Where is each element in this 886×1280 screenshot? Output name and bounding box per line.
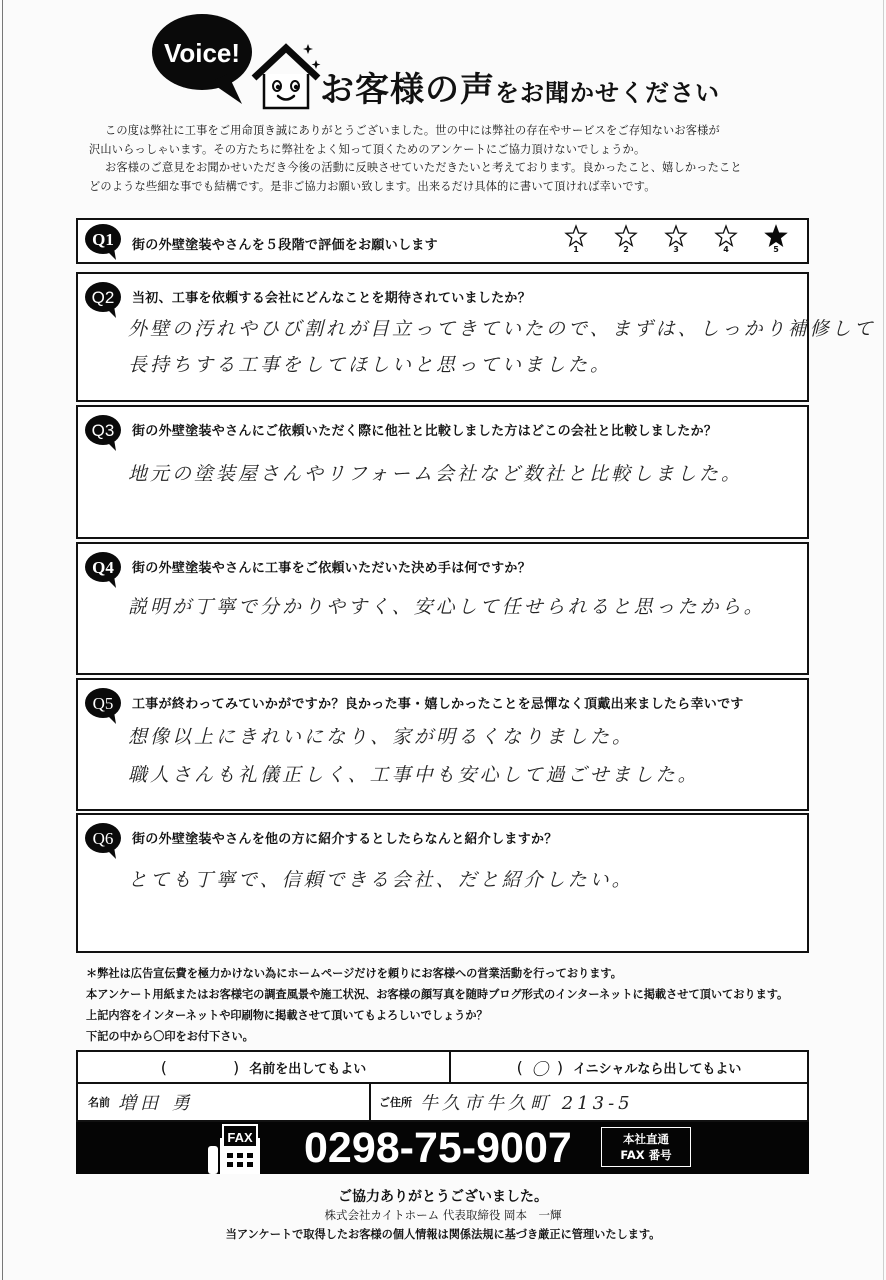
intro-line: どのような些細な事でも結構です。是非ご協力お願い致します。出来るだけ具体的に書いて頂ければ幸いです。 [89, 179, 656, 193]
q-speech-badge-icon [84, 413, 124, 447]
intro-line: お客様のご意見をお聞かせいただき今後の活動に反映させていただきたいと考えております。良かったこと、嬉しかったこと [105, 161, 742, 174]
name-field[interactable] [78, 1084, 371, 1120]
option-initial-mark[interactable]: 〇 [531, 1059, 549, 1080]
voice-speech-bubble-icon [150, 12, 262, 102]
q-speech-badge-icon [84, 222, 124, 256]
q-speech-badge-icon [84, 550, 124, 584]
address-field[interactable] [371, 1084, 807, 1120]
question-text: 街の外壁塗装やさんに工事をご依頼いただいた決め手は何ですか？ [132, 561, 531, 576]
option-full-name[interactable]: ( ) 名前を出してもよい [78, 1052, 451, 1082]
rating-stars [563, 224, 789, 254]
rating-star-3[interactable]: 3 [663, 224, 689, 254]
intro-line: 沢山いらっしゃいます。その方たちに弊社をよく知って頂くためのアンケートにご協力頂けないでしょうか。 [89, 142, 646, 156]
question-text: 街の外壁塗装やさんを５段階で評価をお願いします [132, 238, 438, 253]
thank-you-message: ご協力ありがとうございました。 [338, 1189, 548, 1205]
fax-number[interactable]: 0298-75-9007 [304, 1124, 572, 1172]
name-label: 名前 [88, 1096, 110, 1109]
answer-text[interactable]: とても丁寧で、信頼できる会社、だと紹介したい。 [128, 869, 634, 891]
notice-line: 上記内容をインターネットや印刷物に掲載させて頂いてもよろしいでしょうか？ [86, 1009, 488, 1022]
consent-table [76, 1050, 809, 1122]
answer-text[interactable]: 職人さんも礼儀正しく、工事中も安心して過ごせました。 [128, 764, 700, 786]
company-signature: 株式会社カイトホーム 代表取締役 岡本 一輝 [324, 1208, 562, 1222]
question-3-box [76, 405, 809, 539]
option-initials[interactable]: ( 〇 ) イニシャルなら出してもよい [451, 1052, 807, 1082]
svg-text:Q6: Q6 [92, 829, 114, 848]
notice-line: ＊弊社は広告宣伝費を極力かけない為にホームページだけを頼りにお客様への営業活動を行っております。 [86, 967, 622, 980]
privacy-statement: 当アンケートで取得したお客様の個人情報は関係法規に基づき厳正に管理いたします。 [225, 1228, 661, 1241]
q-speech-badge-icon [84, 280, 124, 314]
question-text: 街の外壁塗装やさんにご依頼いただく際に他社と比較しました方はどこの会社と比較しましたか？ [132, 424, 718, 439]
notice-line: 下記の中から〇印をお付下さい。 [86, 1030, 254, 1043]
q-speech-badge-icon [84, 686, 124, 720]
voice-badge-text: Voice! [163, 38, 241, 68]
option-name-label: 名前を出してもよい [249, 1061, 367, 1077]
q-speech-badge-icon [84, 821, 124, 855]
question-4-box [76, 542, 809, 675]
answer-text[interactable]: 地元の塗装屋さんやリフォーム会社など数社と比較しました。 [128, 463, 744, 485]
question-text: 当初、工事を依頼する会社にどんなことを期待されていましたか？ [132, 291, 532, 306]
smiling-house-icon [250, 42, 322, 112]
question-5-box [76, 678, 809, 811]
title-main: お客様の声 [320, 70, 495, 110]
question-1-box [76, 218, 809, 264]
fax-machine-icon [204, 1124, 264, 1174]
page-title [320, 62, 720, 111]
intro-paragraph [89, 122, 795, 196]
svg-text:Q1: Q1 [92, 230, 114, 249]
svg-text:Q5: Q5 [92, 694, 114, 713]
fax-label-box: 本社直通 FAX 番号 [601, 1127, 691, 1167]
page-border-left [2, 0, 3, 1280]
answer-text[interactable]: 想像以上にきれいになり、家が明るくなりました。 [128, 726, 635, 748]
svg-text:Q4: Q4 [92, 558, 114, 577]
svg-text:Q2: Q2 [91, 288, 115, 307]
svg-text:FAX: FAX [227, 1130, 253, 1145]
svg-text:Q3: Q3 [91, 421, 115, 440]
intro-line: この度は弊社に工事をご用命頂き誠にありがとうございました。世の中には弊社の存在やサービスをご存知ないお客様が [105, 124, 720, 137]
question-6-box [76, 813, 809, 953]
publication-notice [86, 963, 788, 1047]
option-initial-label: イニシャルなら出してもよい [573, 1061, 742, 1077]
consent-options-row [78, 1052, 807, 1084]
address-value[interactable]: 牛久市牛久町 213-5 [420, 1093, 634, 1114]
name-value[interactable]: 増田 勇 [118, 1093, 194, 1114]
rating-star-5-selected[interactable]: 5 [763, 224, 789, 254]
rating-star-2[interactable]: 2 [613, 224, 639, 254]
answer-text[interactable]: 説明が丁寧で分かりやすく、安心して任せられると思ったから。 [128, 596, 766, 618]
rating-star-4[interactable]: 4 [713, 224, 739, 254]
answer-text[interactable]: 外壁の汚れやひび割れが目立ってきていたので、まずは、しっかり補修して [128, 318, 876, 340]
survey-header [150, 12, 750, 112]
rating-star-1[interactable]: 1 [563, 224, 589, 254]
question-2-box [76, 272, 876, 402]
question-text: 街の外壁塗装やさんを他の方に紹介するとしたらなんと紹介しますか？ [132, 832, 558, 847]
question-text: 工事が終わってみていかがですか？良かった事・嬉しかったことを忌憚なく頂戴出来ましたら幸いです [132, 697, 744, 712]
address-label: ご住所 [379, 1096, 412, 1109]
title-sub: をお聞かせください [495, 79, 720, 107]
customer-info-row [78, 1084, 807, 1120]
page-border-right [883, 0, 884, 1280]
notice-line: 本アンケート用紙またはお客様宅の調査風景や施工状況、お客様の顔写真を随時ブログ形式のインターネットに掲載させて頂いております。 [86, 988, 789, 1001]
answer-text[interactable]: 長持ちする工事をしてほしいと思っていました。 [128, 354, 613, 376]
fax-banner [76, 1122, 809, 1174]
